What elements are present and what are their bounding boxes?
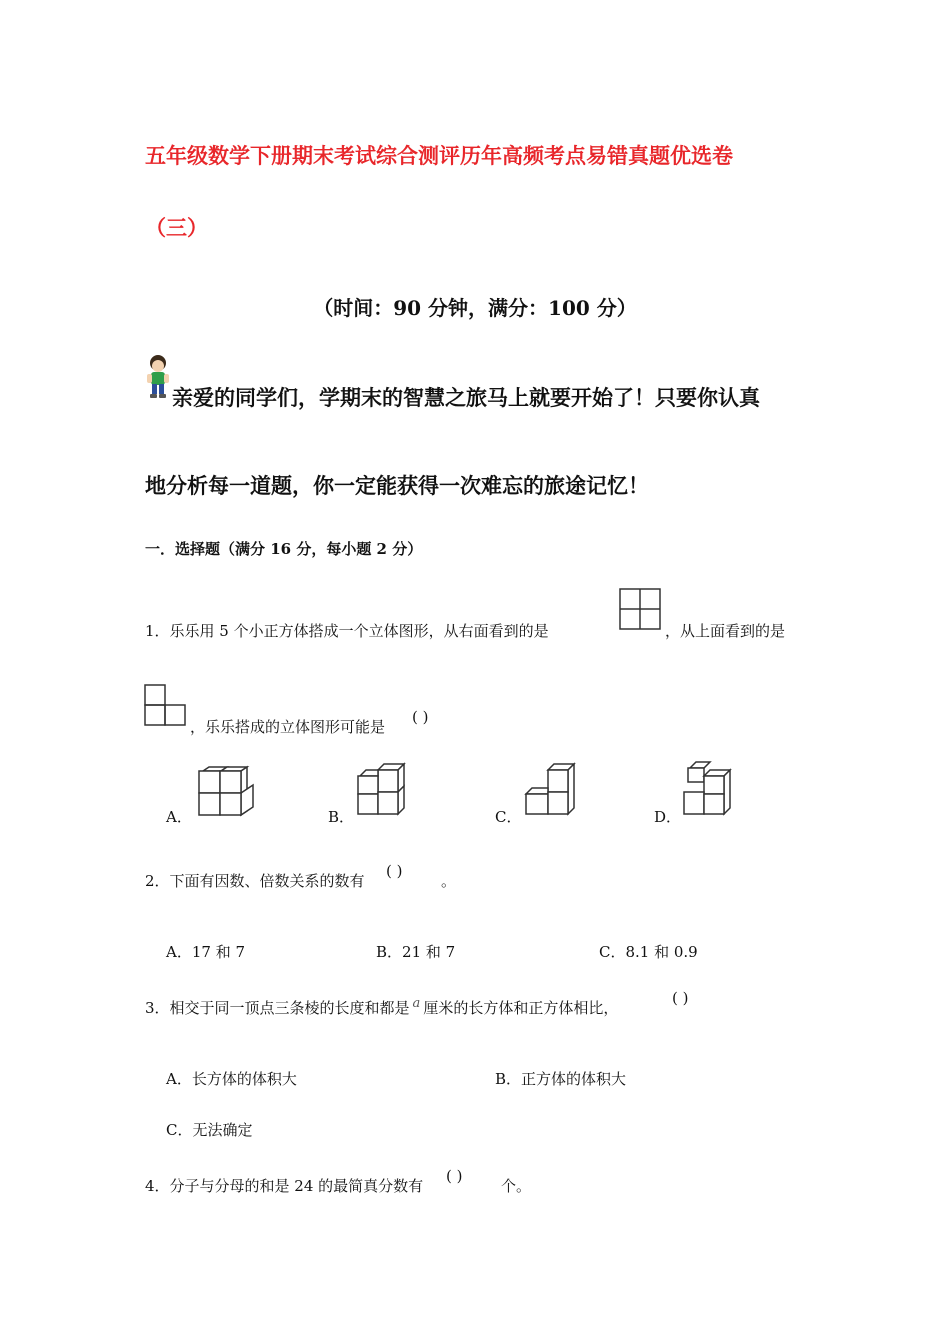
intro-line1: 亲爱的同学们，学期末的智慧之旅马上就要开始了！只要你认真 <box>172 385 760 410</box>
intro-line2: 地分析每一道题，你一定能获得一次难忘的旅途记忆！ <box>145 473 649 498</box>
q2-option-c[interactable]: C．8.1 和 0.9 <box>599 943 698 961</box>
q1-option-c-label[interactable]: C． <box>495 808 522 826</box>
q3-option-a[interactable]: A．长方体的体积大 <box>166 1070 297 1088</box>
q3-option-c[interactable]: C．无法确定 <box>166 1121 253 1139</box>
q1-option-a-label[interactable]: A． <box>166 808 192 826</box>
q3-text-part2: 厘米的长方体和正方体相比， <box>423 999 619 1017</box>
q4-answer-blank[interactable]: ( ) <box>446 1167 463 1185</box>
q2-tail: 。 <box>441 872 457 890</box>
q4-text: 4．分子与分母的和是 24 的最简真分数有 <box>145 1177 424 1195</box>
doc-title-line1: 五年级数学下册期末考试综合测评历年高频考点易错真题优选卷 <box>145 143 733 168</box>
right-view-figure <box>619 588 661 630</box>
q1-option-b-label[interactable]: B． <box>328 808 355 826</box>
q3-option-b[interactable]: B．正方体的体积大 <box>495 1070 627 1088</box>
top-view-figure <box>144 684 186 726</box>
q2-option-b[interactable]: B．21 和 7 <box>376 943 456 961</box>
q1-option-d-label[interactable]: D． <box>654 808 682 826</box>
q1-text-part1: 1．乐乐用 5 个小正方体搭成一个立体图形，从右面看到的是 <box>145 622 549 640</box>
q3-text <box>145 997 618 1018</box>
q1-option-c-figure[interactable] <box>522 758 582 818</box>
q1-option-d-figure[interactable] <box>682 758 742 818</box>
q1-text-part2: ，从上面看到的是 <box>665 622 786 640</box>
student-illustration <box>143 354 173 400</box>
q2-answer-blank[interactable]: ( ) <box>386 862 403 880</box>
q1-option-a-figure[interactable] <box>195 765 259 817</box>
q4-tail: 个。 <box>501 1177 532 1195</box>
q3-answer-blank[interactable]: ( ) <box>672 989 689 1007</box>
doc-title-line2: （三） <box>145 215 208 240</box>
q1-answer-blank[interactable]: ( ) <box>412 708 429 726</box>
time-info: （时间：90 分钟，满分：100 分） <box>313 296 637 320</box>
q2-option-a[interactable]: A．17 和 7 <box>166 943 245 961</box>
section-heading: 一．选择题（满分 16 分，每小题 2 分） <box>145 540 423 558</box>
q1-text-part3: ，乐乐搭成的立体图形可能是 <box>190 718 386 736</box>
q2-text: 2．下面有因数、倍数关系的数有 <box>145 872 365 890</box>
q1-option-b-figure[interactable] <box>356 758 416 818</box>
q3-text-part1: 3．相交于同一顶点三条棱的长度和都是 <box>145 999 410 1017</box>
q3-variable: a <box>412 996 421 1011</box>
